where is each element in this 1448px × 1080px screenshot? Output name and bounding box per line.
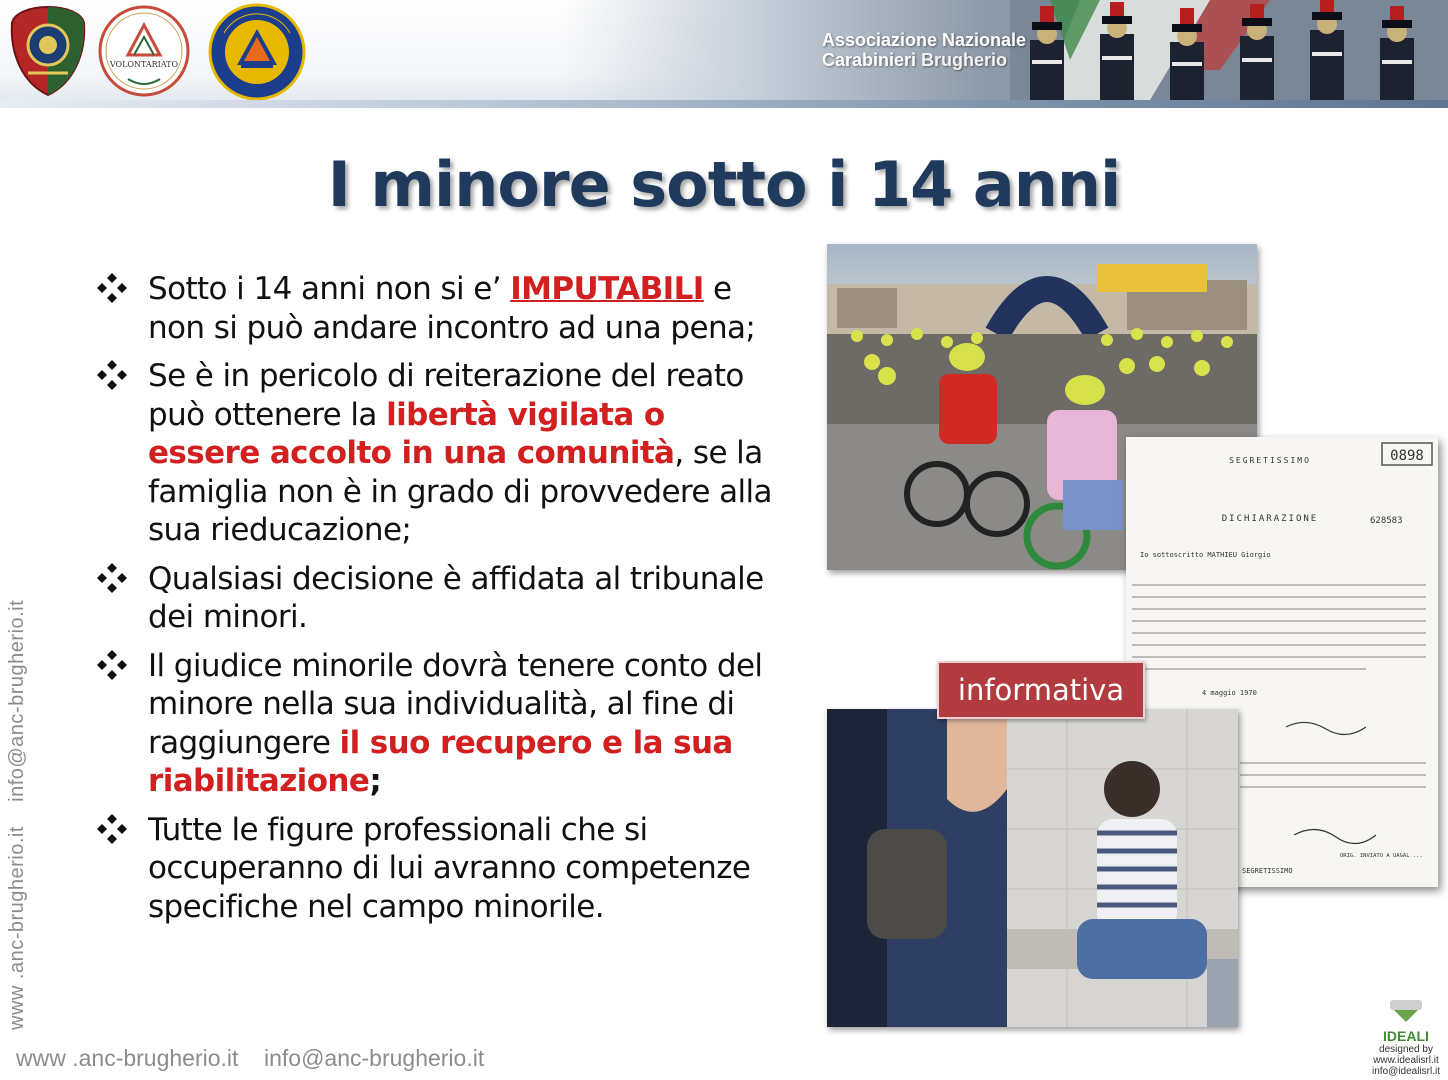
protezione-civile-seal-logo — [208, 3, 306, 101]
bullet-text-segment: e non si può andare incontro ad una pena; — [148, 271, 756, 346]
doc-signer-line: Io sottoscritto MATHIEU Giorgio — [1140, 551, 1271, 559]
doc-footer-left: SEGRETISSIMO — [1242, 867, 1293, 875]
bullet-text — [148, 647, 786, 801]
bullet-highlight-segment: IMPUTABILI — [510, 271, 704, 307]
side-website-text: www .anc-brugherio.it info@anc-brugherio.it — [6, 599, 28, 1030]
bullet-text-segment: , se la famiglia non è in grado di provvedere alla sua rieducazione; — [148, 435, 772, 548]
bullet-list — [96, 270, 786, 936]
ideali-logo-icon — [1368, 998, 1444, 1028]
footer-email: info@anc-brugherio.it — [263, 1045, 485, 1071]
header-bar — [0, 0, 1448, 108]
org-name-line1: Associazione Nazionale — [822, 30, 1027, 50]
bullet-text-segment: Tutte le figure professionali che si occuperanno di lui avranno competenze specifiche nel campo minorile. — [148, 811, 751, 925]
doc-heading: DICHIARAZIONE — [1221, 514, 1319, 524]
four-diamond-bullet-icon — [96, 649, 128, 681]
bullet-text-segment: Il giudice minorile dovrà tenere conto del minore nella sua individualità, al fine di raggiungere — [148, 647, 763, 761]
slide-title: I minore sotto i 14 anni — [327, 148, 1121, 221]
bullet-item — [96, 357, 786, 550]
carabinieri-crest-logo — [8, 3, 88, 99]
ideali-website: www.idealisrl.it — [1373, 1055, 1439, 1066]
informativa-label: informativa — [937, 661, 1145, 719]
bullet-highlight-segment: libertà vigilata o essere accolto in una comunità — [148, 396, 675, 471]
bullet-text-segment: Qualsiasi decisione è affidata al tribunale dei minori. — [148, 560, 764, 635]
four-diamond-bullet-icon — [96, 272, 128, 304]
footer-website: www .anc-brugherio.it — [16, 1045, 239, 1071]
boy-with-officer-photo — [827, 709, 1238, 1027]
svg-text:VOLONTARIATO: VOLONTARIATO — [109, 60, 179, 69]
bullet-highlight-segment: ; — [369, 763, 382, 799]
bullet-item — [96, 560, 786, 637]
header-banner — [560, 0, 1448, 100]
bullet-text — [148, 357, 786, 550]
ideali-designed-by: designed by — [1379, 1044, 1433, 1055]
bullet-text — [148, 560, 786, 637]
bullet-text — [148, 811, 786, 927]
ideali-credit — [1368, 998, 1444, 1077]
doc-code: 628583 — [1370, 516, 1403, 526]
doc-header: SEGRETISSIMO — [1229, 456, 1311, 465]
org-name — [822, 30, 1026, 70]
doc-footer-right: ORIG. INVIATO A UAGAL ... — [1340, 853, 1423, 859]
bullet-item — [96, 270, 786, 347]
org-name-city: Brugherio — [921, 50, 1008, 70]
org-name-prefix: Carabinieri — [822, 50, 922, 70]
doc-number: 0898 — [1390, 448, 1424, 464]
doc-date-line: 4 maggio 1970 — [1202, 689, 1257, 697]
four-diamond-bullet-icon — [96, 359, 128, 391]
four-diamond-bullet-icon — [96, 813, 128, 845]
footer-contacts — [16, 1045, 484, 1072]
volontariato-seal-logo — [98, 3, 190, 99]
bullet-item — [96, 647, 786, 801]
ideali-brand: IDEALI — [1383, 1028, 1429, 1044]
org-name-line2 — [822, 50, 1026, 70]
ideali-email: info@idealisrl.it — [1372, 1066, 1440, 1077]
bullet-text-segment: Sotto i 14 anni non si e’ — [148, 271, 511, 307]
bullet-item — [96, 811, 786, 927]
bullet-text-segment: Se è in pericolo di reiterazione del reato può ottenere la — [148, 358, 744, 433]
header-rule — [0, 100, 1448, 108]
carabinieri-parade-photo — [1010, 0, 1448, 100]
bullet-text — [148, 270, 786, 347]
bullet-highlight-segment: il suo recupero e la sua riabilitazione — [148, 724, 733, 799]
four-diamond-bullet-icon — [96, 562, 128, 594]
